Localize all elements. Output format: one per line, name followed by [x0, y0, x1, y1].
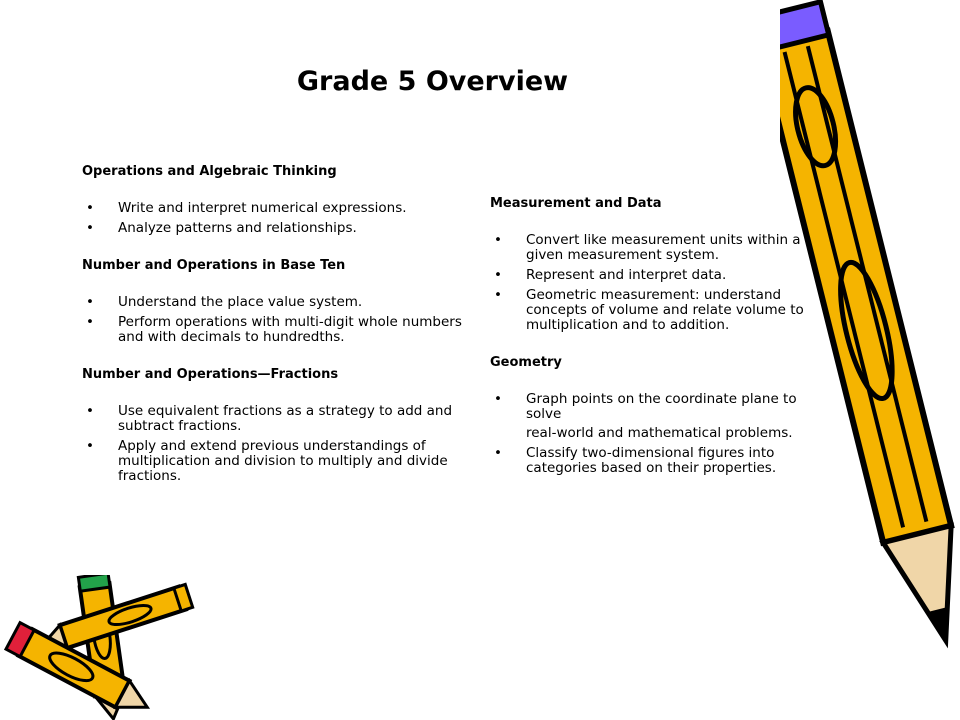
list-item-text: Represent and interpret data.: [526, 267, 727, 283]
list-item-text: Convert like measurement units within a given measurement system.: [526, 232, 801, 263]
list-item: [82, 201, 462, 216]
list-item: [82, 221, 462, 236]
list-item-text: Graph points on the coordinate plane to solve: [526, 391, 797, 422]
pencils-icon: [0, 575, 200, 720]
pencil-icon: [780, 0, 960, 690]
section-geometry: [490, 355, 830, 476]
bullet: •: [86, 438, 94, 454]
bullet: •: [494, 391, 502, 407]
bullet: •: [86, 294, 94, 310]
list-item-text: Understand the place value system.: [118, 294, 363, 310]
section-heading: Measurement and Data: [490, 196, 662, 211]
bullet: •: [494, 267, 502, 283]
right-column: [490, 196, 830, 498]
list-item-text: Analyze patterns and relationships.: [118, 220, 357, 236]
section-heading: Operations and Algebraic Thinking: [82, 164, 337, 179]
section-heading: Number and Operations in Base Ten: [82, 258, 346, 273]
left-column: [82, 164, 462, 506]
list-item-text: Perform operations with multi-digit whole numbers and with decimals to hundredths.: [118, 314, 462, 345]
list-item-text: Write and interpret numerical expressions.: [118, 200, 407, 216]
list-item-text: Geometric measurement: understand concepts of volume and relate volume to multiplication and to addition.: [526, 287, 804, 333]
list-item-text: Use equivalent fractions as a strategy to add and subtract fractions.: [118, 403, 453, 434]
bullet-list: [490, 233, 830, 333]
bullet-list: [82, 404, 462, 484]
section-base-ten: [82, 258, 462, 345]
section-heading: Geometry: [490, 355, 562, 370]
bullet: •: [86, 200, 94, 216]
section-heading: Number and Operations—Fractions: [82, 367, 339, 382]
bullet: •: [86, 314, 94, 330]
section-fractions: [82, 367, 462, 484]
list-item: [82, 404, 462, 434]
bullet-list: [490, 392, 830, 476]
section-measurement-data: [490, 196, 830, 333]
bullet: •: [494, 232, 502, 248]
list-item: [490, 268, 830, 283]
list-item: [82, 439, 462, 484]
section-operations-algebraic: [82, 164, 462, 236]
list-item: [490, 392, 830, 422]
list-item: [490, 446, 830, 476]
bullet: •: [494, 445, 502, 461]
bullet: •: [86, 403, 94, 419]
bullet-list: [82, 295, 462, 345]
page-title: Grade 5 Overview: [296, 66, 569, 97]
list-item: [82, 315, 462, 345]
list-item: [490, 233, 830, 263]
bullet-list: [82, 201, 462, 236]
list-item-text: Apply and extend previous understandings of multiplication and division to multiply and divide fractions.: [118, 438, 448, 484]
list-item-text: Classify two-dimensional figures into categories based on their properties.: [526, 445, 777, 476]
bullet: •: [494, 287, 502, 303]
bullet: •: [86, 220, 94, 236]
list-item: [490, 288, 830, 333]
list-item: [82, 295, 462, 310]
list-item-continuation: real-world and mathematical problems.: [526, 425, 793, 441]
